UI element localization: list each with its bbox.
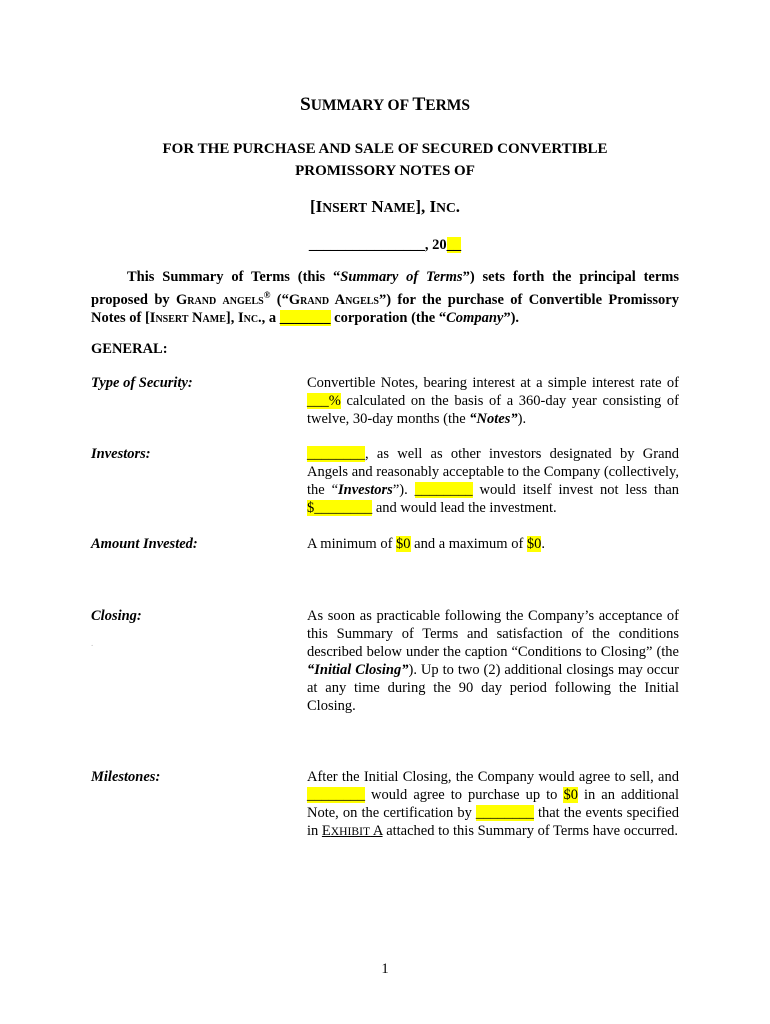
term-label: Investors: [91,446,151,462]
subtitle-line-1: FOR THE PURCHASE AND SALE OF SECURED CONVERTIBLE [162,141,608,157]
intro-paragraph: This Summary of Terms (this “Summary of Terms”) sets forth the principal terms proposed by Grand angels® (“Grand Angels”) for the purchase of Convertible Promissory Notes of [Insert Name], Inc., a _______ corporation (the “Company”). [91,269,679,326]
term-text: Convertible Notes, bearing interest at a simple interest rate of ___% calculated on the basis of a 360-day year consisting of twelve, 30-day months (the “Notes”). [307,375,679,427]
exhibit-a-reference: EXHIBIT A [321,823,383,839]
term-label: Milestones: [91,769,161,785]
date-line: ________________, 20__ [308,237,462,253]
min-amount: $0 [396,536,411,552]
lead-investor-blank-2: ________ [414,482,473,498]
term-text: As soon as practicable following the Company’s acceptance of this Summary of Terms and satisfaction of the conditions described below under the caption “Conditions to Closing” (the “Initial Closing”). Up to two (2) additional closings may occur at any time during the 90 day period following the Initial Closing. [307,608,679,714]
min-investment-blank: $________ [307,500,373,516]
term-text: A minimum of $0 and a maximum of $0. [307,536,546,552]
margin-mark: . [91,638,94,648]
company-name-heading: [INSERT NAME], INC. [309,197,461,216]
purchaser-blank: ________ [307,787,365,803]
term-text: ________, as well as other investors designated by Grand Angels and reasonably acceptable to the Company (collectively, the “Investors”). ________ would itself invest not less than $________ and would lead the investment. [307,446,680,516]
term-label: Closing: [91,608,142,624]
max-amount: $0 [526,536,542,552]
lead-investor-blank: ________ [307,446,365,462]
page-number: 1 [381,961,389,977]
general-heading: GENERAL: [91,341,168,357]
subtitle-line-2: PROMISSORY NOTES OF [295,163,475,179]
document-subtitle [0,138,770,182]
term-label: Amount Invested: [91,536,198,552]
term-text: After the Initial Closing, the Company would agree to sell, and ________ would agree to purchase up to $0 in an additional Note, on the certification by ________ that the events specified in EXHIBIT A attached to this Summary of Terms have occurred. [307,769,679,839]
date-year-blank: __ [446,237,462,253]
certifier-blank: ________ [475,805,534,821]
document-title: SUMMARY OF TERMS [299,94,471,115]
milestone-amount: $0 [563,787,578,803]
state-blank: _______ [279,309,331,326]
rate-blank: ___% [307,393,341,409]
term-label: Type of Security: [91,375,193,391]
